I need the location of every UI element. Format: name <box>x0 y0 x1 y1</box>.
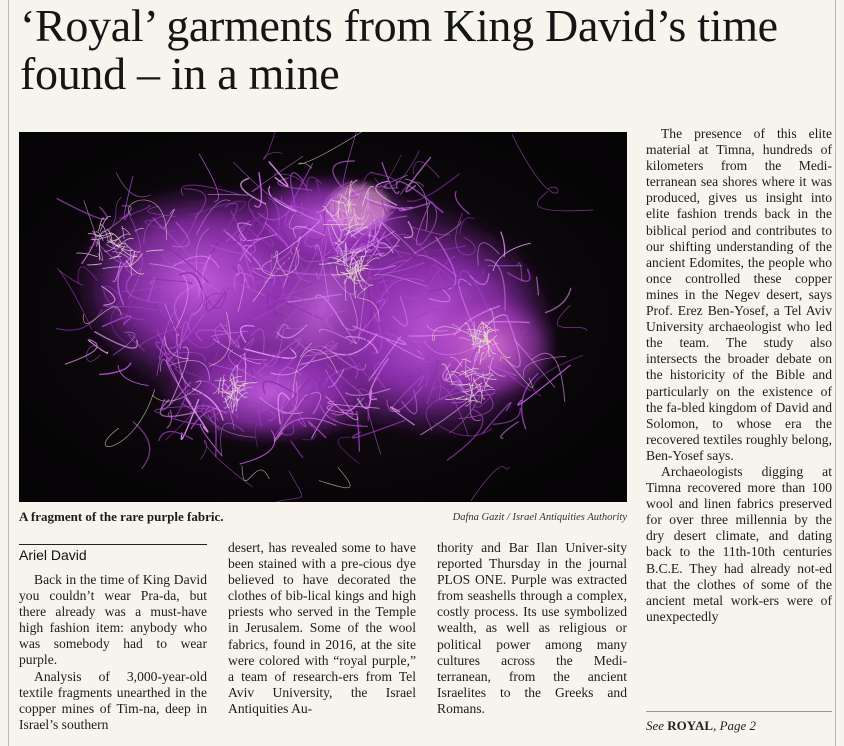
photo-caption-row <box>19 509 627 525</box>
headline: ‘Royal’ garments from King David’s time found – in a mine <box>20 0 778 99</box>
fabric-fiber <box>133 422 149 468</box>
fabric-thread <box>512 135 558 193</box>
fabric-thread <box>242 466 269 481</box>
article-column-4 <box>646 126 832 625</box>
fabric-thread <box>537 191 593 211</box>
fabric-thread <box>277 471 302 502</box>
article-column-3 <box>437 540 627 717</box>
jump-reference <box>646 718 756 734</box>
fabric-thread <box>299 132 362 168</box>
fabric-thread <box>557 305 587 330</box>
fabric-fiber <box>159 432 193 441</box>
page-border-left <box>8 0 9 746</box>
page-border-right <box>835 0 836 746</box>
fabric-thread <box>319 468 350 488</box>
paragraph: desert, has revealed some to have been stained with a pre-cious dye believed to have decorated the clothes of bib-lical kings and high priests who served in the Temple in Jerusalem. Some of the wool fabrics, found in 2016, at the site were colored with “royal purple,” a team of research-ers from Tel Aviv University, the Israel Antiquities Au- <box>228 540 416 716</box>
byline: Ariel David <box>19 547 87 563</box>
photo-credit: Dafna Gazit / Israel Antiquities Authority <box>452 512 627 523</box>
jump-suffix: , Page 2 <box>713 718 757 733</box>
fabric-fiber <box>57 199 107 220</box>
jump-rule <box>646 711 832 712</box>
article-column-2 <box>228 540 416 717</box>
photo-caption: A fragment of the rare purple fabric. <box>19 509 224 524</box>
fabric-thread <box>471 467 509 501</box>
fabric-fiber <box>338 437 359 463</box>
paragraph: Analysis of 3,000-year-old textile fragments unearthed in the copper mines of Tim-na, deep in Israel’s southern <box>19 668 207 732</box>
byline-rule <box>19 544 207 545</box>
jump-keyword: ROYAL <box>667 718 714 733</box>
paragraph: Back in the time of King David you couldn’t wear Pra-da, but there already was a must-have high fashion item: anybody who was somebody had to wear purple. <box>19 572 207 668</box>
paragraph: The presence of this elite material at Timna, hundreds of kilometers from the Medi-terranean sea shores where it was produced, gives us insight into elite fashion trends back in the biblical period and contributes to our shifting understanding of the ancient Edomites, the people who once controlled these copper mines in the Negev desert, says Prof. Erez Ben-Yosef, a Tel Aviv University archaeologist who led the team. The study also intersects the broader debate on the historicity of the Bible and particularly on the existence of the fa-bled kingdom of David and Solomon, to whose era the recovered textiles roughly belong, Ben-Yosef says. <box>646 126 832 463</box>
article-photo <box>19 132 627 502</box>
paragraph: thority and Bar Ilan Univer-sity reported Thursday in the journal PLOS ONE. Purple was extracted from seashells through a complex, costly process. Its use symbolized wealth, as well as religious or political power among many cultures across the Medi-terranean, from the ancient Israelites to the Greeks and Romans. <box>437 540 627 716</box>
fabric-thread <box>263 132 281 159</box>
article-column-1 <box>19 572 207 733</box>
purple-fabric-image <box>19 132 627 502</box>
paragraph: Archaeologists digging at Timna recovered more than 100 wool and linen fabrics preserved for over three millennia by the dry desert climate, and dating back to the 11th-10th centuries B.C.E. They had already not-ed that the clothes of some of the ancient metal work-ers were of unexpectedly <box>646 463 832 624</box>
jump-prefix: See <box>646 718 668 733</box>
